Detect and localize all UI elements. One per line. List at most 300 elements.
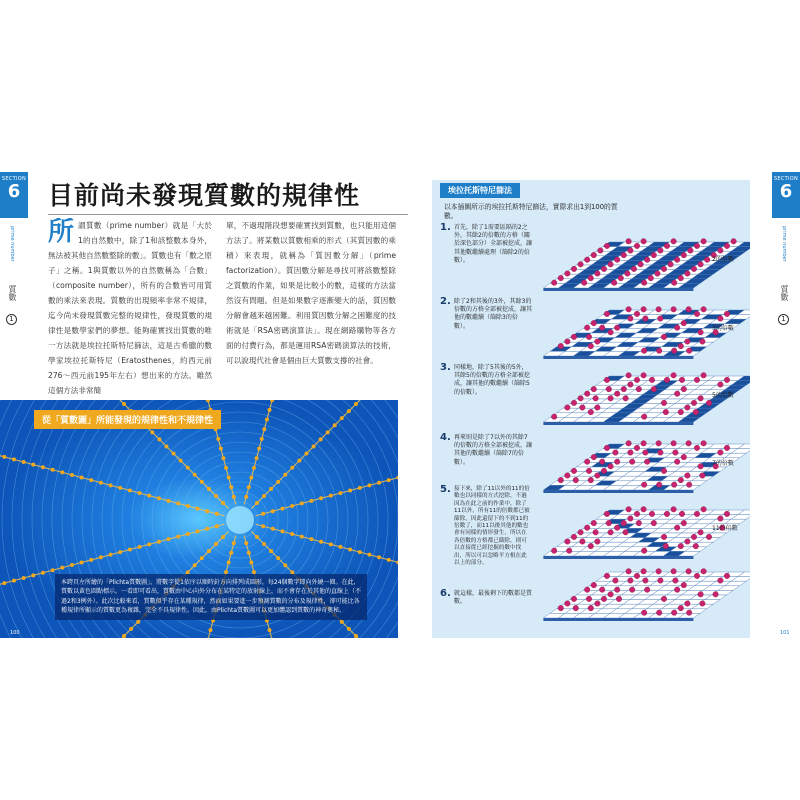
prime-dot (244, 541, 248, 545)
number-sphere (698, 396, 704, 402)
number-sphere (598, 248, 604, 254)
number-sphere (671, 441, 677, 447)
number-sphere (661, 266, 667, 272)
number-sphere (685, 271, 691, 277)
number-sphere (571, 468, 577, 474)
number-sphere (591, 386, 597, 392)
prime-dot (283, 563, 287, 567)
page-number-left: 100 (10, 630, 20, 636)
number-sphere (629, 459, 635, 465)
number-sphere (671, 610, 677, 616)
prime-dot (157, 540, 161, 544)
number-sphere (641, 239, 647, 245)
number-sphere (706, 534, 712, 540)
prime-dot (377, 481, 381, 485)
number-sphere (593, 396, 599, 402)
number-sphere (566, 548, 572, 554)
prime-dot (200, 480, 204, 484)
prime-dot (232, 495, 236, 499)
prime-dot (221, 456, 225, 460)
number-sphere (641, 507, 647, 513)
number-sphere (634, 243, 640, 249)
prime-dot (186, 504, 190, 508)
sieve-step-2: 2. 除了2和其後的3外，其餘3的倍數的方格全部被挖成，讓其他的數繼續（篩除3的倍數）。 (440, 296, 533, 330)
prime-dot (271, 527, 275, 531)
number-sphere (595, 405, 601, 411)
number-sphere (586, 334, 592, 340)
prime-dot (147, 542, 151, 546)
number-sphere (671, 239, 677, 245)
number-sphere (681, 582, 687, 588)
number-sphere (611, 280, 617, 286)
prime-dot (387, 478, 391, 482)
article-column-1 (48, 218, 212, 398)
figure-caption: 本跨頁左所繪的「Plichta質數圖」，將數字從1依序以順時針方向排列成圓形，每24個數字即向外繞一圈。在此，質數以黃色圓點標示。一看即可看出，質數由中心向外分布在某特定的放射線上，而不會存在於其他的直線上（不過2和3例外）。此次比較來看，質數似乎存在某種規律，然而如果要進一步預測質數的分布及規律性，卻可能比各種規律所顯示的質數更為複雜，完全不具規律性。因此，由Plichta質數圖可以更加體認到質數的神奇奧秘。 (55, 574, 367, 620)
prime-dot (122, 402, 126, 406)
prime-dot (319, 540, 323, 544)
prime-dot (333, 423, 337, 427)
prime-dot (41, 571, 45, 575)
number-sphere (604, 573, 610, 579)
prime-dot (215, 512, 219, 516)
number-sphere (578, 396, 584, 402)
prime-dot (186, 466, 190, 470)
number-sphere (604, 377, 610, 383)
number-sphere (724, 377, 730, 383)
prime-dot (51, 568, 55, 572)
number-sphere (634, 445, 640, 451)
number-sphere (601, 596, 607, 602)
prime-dot (229, 551, 233, 555)
number-sphere (731, 239, 737, 245)
sieve-board (543, 307, 750, 360)
prime-dot (89, 558, 93, 562)
number-sphere (693, 543, 699, 549)
number-sphere (671, 482, 677, 488)
number-sphere (618, 275, 624, 281)
number-sphere (621, 520, 627, 526)
number-sphere (641, 348, 647, 354)
number-sphere (698, 262, 704, 268)
number-sphere (658, 578, 664, 584)
number-sphere (614, 525, 620, 531)
prime-dot (118, 486, 122, 490)
number-sphere (565, 539, 571, 545)
number-sphere (686, 348, 692, 354)
prime-dot (281, 529, 285, 533)
number-sphere (698, 330, 704, 336)
prime-dot (358, 550, 362, 554)
number-sphere (674, 257, 680, 263)
number-sphere (678, 477, 684, 483)
dropcap: 所 (48, 218, 75, 247)
number-sphere (628, 450, 634, 456)
prime-dot (290, 532, 294, 536)
prime-dot (227, 561, 231, 565)
number-sphere (649, 377, 655, 383)
number-sphere (578, 262, 584, 268)
prime-dot (219, 447, 223, 451)
number-sphere (565, 601, 571, 607)
number-sphere (626, 307, 632, 313)
number-sphere (604, 243, 610, 249)
number-sphere (586, 468, 592, 474)
number-sphere (586, 596, 592, 602)
number-sphere (701, 441, 707, 447)
number-sphere (634, 311, 640, 317)
prime-dot (257, 447, 261, 451)
section-number: 6 (7, 181, 21, 202)
number-sphere (606, 520, 612, 526)
number-sphere (674, 525, 680, 531)
prime-dot (89, 478, 93, 482)
prime-dot (229, 485, 233, 489)
prime-dot (271, 509, 275, 513)
prime-dot (60, 566, 64, 570)
number-sphere (584, 587, 590, 593)
number-sphere (693, 409, 699, 415)
number-sphere (671, 307, 677, 313)
number-sphere (581, 280, 587, 286)
section-tab-right (772, 172, 800, 218)
number-sphere (671, 507, 677, 513)
number-sphere (558, 605, 564, 611)
number-sphere (674, 459, 680, 465)
prime-dot (195, 507, 199, 511)
number-sphere (593, 530, 599, 536)
number-sphere (718, 248, 724, 254)
number-sphere (641, 482, 647, 488)
number-sphere (656, 569, 662, 575)
number-sphere (608, 464, 614, 470)
number-sphere (661, 534, 667, 540)
number-sphere (701, 307, 707, 313)
number-sphere (641, 548, 647, 554)
number-sphere (649, 511, 655, 517)
figure-title: 從「質數圖」所能發現的規律性和不規律性 (34, 410, 221, 429)
number-sphere (634, 377, 640, 383)
prime-dot (70, 473, 74, 477)
number-sphere (621, 252, 627, 258)
prime-dot (297, 459, 301, 463)
title-rule (48, 214, 408, 215)
prime-dot (179, 459, 183, 463)
number-sphere (643, 578, 649, 584)
number-sphere (551, 548, 557, 554)
prime-dot (329, 542, 333, 546)
prime-dot (262, 542, 266, 546)
prime-dot (269, 487, 273, 491)
prime-dot (312, 444, 316, 448)
number-sphere (591, 454, 597, 460)
prime-dot (216, 437, 220, 441)
number-sphere (681, 454, 687, 460)
prime-dot (51, 468, 55, 472)
number-sphere (655, 271, 661, 277)
prime-dot (128, 488, 132, 492)
number-sphere (628, 382, 634, 388)
prime-dot (41, 465, 45, 469)
number-sphere (694, 311, 700, 317)
number-sphere (663, 543, 669, 549)
number-sphere (613, 578, 619, 584)
number-sphere (700, 601, 706, 607)
number-sphere (685, 473, 691, 479)
prime-dot (2, 581, 6, 585)
number-sphere (685, 539, 691, 545)
number-sphere (661, 596, 667, 602)
number-sphere (614, 459, 620, 465)
prime-dot (118, 550, 122, 554)
section-name-right-text: 質數 (780, 285, 789, 301)
prime-dot (276, 480, 280, 484)
number-sphere (661, 400, 667, 406)
number-sphere (638, 262, 644, 268)
number-sphere (626, 507, 632, 513)
number-sphere (623, 396, 629, 402)
number-sphere (701, 569, 707, 575)
number-sphere (644, 587, 650, 593)
prime-dot (195, 529, 199, 533)
number-sphere (636, 386, 642, 392)
number-sphere (686, 482, 692, 488)
number-sphere (641, 373, 647, 379)
number-sphere (664, 243, 670, 249)
prime-dot (22, 460, 26, 464)
prime-dot (290, 504, 294, 508)
number-sphere (591, 252, 597, 258)
prime-dot (358, 486, 362, 490)
prime-dot (221, 535, 225, 539)
number-sphere (571, 534, 577, 540)
number-sphere (625, 271, 631, 277)
section-name (7, 285, 18, 301)
prime-dot (268, 408, 272, 412)
prime-dot (99, 481, 103, 485)
number-sphere (674, 587, 680, 593)
prime-dot (224, 466, 228, 470)
prime-dot (347, 627, 351, 631)
number-sphere (613, 450, 619, 456)
prime-dot (247, 551, 251, 555)
prime-dot (232, 541, 236, 545)
number-sphere (658, 316, 664, 322)
prime-dot (129, 627, 133, 631)
number-sphere (641, 569, 647, 575)
number-sphere (724, 573, 730, 579)
sieve-board (543, 507, 750, 560)
number-sphere (724, 243, 730, 249)
number-sphere (686, 610, 692, 616)
number-sphere (694, 377, 700, 383)
number-sphere (588, 543, 594, 549)
number-sphere (701, 239, 707, 245)
number-sphere (571, 400, 577, 406)
number-sphere (573, 477, 579, 483)
number-sphere (599, 587, 605, 593)
number-sphere (691, 400, 697, 406)
number-sphere (588, 605, 594, 611)
number-sphere (558, 477, 564, 483)
prime-dot (172, 452, 176, 456)
prime-dot (80, 560, 84, 564)
number-sphere (614, 257, 620, 263)
prime-dot (31, 463, 35, 467)
prime-dot (247, 485, 251, 489)
number-sphere (601, 468, 607, 474)
number-sphere (718, 450, 724, 456)
sieve-board-edge (543, 356, 693, 359)
number-sphere (595, 473, 601, 479)
number-sphere (614, 325, 620, 331)
prime-dot (304, 452, 308, 456)
number-sphere (724, 511, 730, 517)
number-sphere (681, 320, 687, 326)
number-sphere (656, 307, 662, 313)
article-col1-text: 謂質數（prime number）就是「大於1的自然數中，除了1和該整數本身外，無法被其他自然數整除的數」。質數也有「數之原子」之稱。1與質數以外的自然數稱為「合數」（composite number），所有的合數皆可用質數的乘法來表現。質數的出現頻率非常不規律，迄今尚未發現質數完整的規律性，發現質數的規律性是數學家們的夢想。能夠確實找出質數的唯一方法就是埃拉托斯特尼篩法，這是古希臘的數學家埃拉托斯特尼（Eratosthenes，約西元前276～西元前195年左右）想出來的方法。雖然這個方法非常簡 (48, 221, 212, 395)
prime-dot (214, 542, 218, 546)
prime-dot (283, 473, 287, 477)
section-name-right (779, 285, 790, 301)
number-sphere (641, 414, 647, 420)
multiple-label-5: 5的倍數 (712, 392, 734, 399)
prime-dot (176, 535, 180, 539)
prime-dot (80, 476, 84, 480)
number-sphere (588, 477, 594, 483)
number-sphere (616, 596, 622, 602)
sieve-title: 埃拉托斯特尼篩法 (440, 183, 520, 198)
prime-dot (387, 558, 391, 562)
page-title: 目前尚未發現質數的規律性 (48, 181, 361, 210)
number-sphere (694, 573, 700, 579)
number-sphere (551, 414, 557, 420)
number-sphere (673, 450, 679, 456)
number-sphere (584, 325, 590, 331)
number-sphere (681, 520, 687, 526)
section-tab-left (0, 172, 28, 218)
prime-dot (340, 416, 344, 420)
number-sphere (678, 605, 684, 611)
number-sphere (584, 459, 590, 465)
prime-dot (60, 470, 64, 474)
number-sphere (634, 511, 640, 517)
prime-dot (326, 430, 330, 434)
prime-dot (99, 555, 103, 559)
number-sphere (681, 252, 687, 258)
article-column-2 (226, 218, 396, 398)
prime-dot (319, 496, 323, 500)
number-sphere (656, 482, 662, 488)
sieve-board-edge (543, 556, 693, 559)
sieve-board (543, 569, 750, 622)
number-sphere (591, 520, 597, 526)
number-sphere (614, 587, 620, 593)
number-sphere (678, 275, 684, 281)
prime-dot (205, 527, 209, 531)
number-sphere (700, 339, 706, 345)
prime-dot (176, 501, 180, 505)
prime-dot (261, 524, 265, 528)
prime-dot (329, 494, 333, 498)
prime-dot (348, 548, 352, 552)
prime-dot (109, 483, 113, 487)
number-sphere (629, 587, 635, 593)
prime-dot (255, 535, 259, 539)
prime-dot (367, 553, 371, 557)
number-sphere (706, 400, 712, 406)
prime-dot (12, 579, 16, 583)
section-label-right: SECTION (773, 176, 799, 182)
prime-dot (300, 501, 304, 505)
number-sphere (626, 239, 632, 245)
number-sphere (595, 271, 601, 277)
number-sphere (658, 450, 664, 456)
prime-dot (309, 499, 313, 503)
number-sphere (691, 266, 697, 272)
prime-dot (186, 532, 190, 536)
number-sphere (648, 275, 654, 281)
section-topic: prime number (9, 226, 15, 262)
prime-dot (128, 548, 132, 552)
prime-dot (354, 402, 358, 406)
prime-dot (221, 501, 225, 505)
number-sphere (691, 534, 697, 540)
number-sphere (608, 530, 614, 536)
number-sphere (604, 311, 610, 317)
number-sphere (599, 325, 605, 331)
prime-dot (147, 494, 151, 498)
section-name-text: 質數 (8, 285, 17, 301)
number-sphere (628, 248, 634, 254)
number-sphere (608, 330, 614, 336)
number-sphere (679, 377, 685, 383)
prime-dot (252, 466, 256, 470)
prime-dot (249, 475, 253, 479)
number-sphere (658, 248, 664, 254)
number-sphere (718, 516, 724, 522)
number-sphere (606, 386, 612, 392)
number-sphere (685, 601, 691, 607)
prime-dot (276, 556, 280, 560)
number-sphere (698, 464, 704, 470)
section-number-right: 6 (779, 181, 793, 202)
sieve-step-5: 5. 接下來，除了11以外的11的倍數也以同樣的方式挖除，不過因為在此之前的作業中，除了11以外，所有11的倍數都已被篩除，因此還留下的不到11的倍數了，而11以後其他的數也會有同樣的情形發生，所以在各倍數的方格都已篩除，則可以直接從已經挖掘的數中找出，所以可以忽略平方根在此以上的部分。 (440, 484, 530, 567)
prime-dot (340, 620, 344, 624)
article-col2-text: 單，不過現階段想要確實找到質數，也只能用這個方法了。將某數以質數相乘的形式（其質因數的乘積）來表現，就稱為「質因數分解」（prime factorization）。質因數分解是尋找可將該數整除之質數的作業，如果是比較小的數，這樣的方法當然沒有問題。但是如果數字逐漸變大的話，質因數分解會越來越困難。利用質因數分解之困難度的技術就是「RSA密碼演算法」。現在網路購物等各方面的付費行為，都是運用RSA密碼演算法的技術，可以說現代社會是個由巨大質數支撐的社會。 (226, 221, 396, 365)
number-sphere (558, 343, 564, 349)
prime-dot (2, 455, 6, 459)
number-sphere (580, 405, 586, 411)
prime-dot (193, 473, 197, 477)
prime-dot (281, 507, 285, 511)
number-sphere (580, 539, 586, 545)
number-sphere (626, 373, 632, 379)
number-sphere (608, 262, 614, 268)
prime-dot (255, 501, 259, 505)
number-sphere (565, 271, 571, 277)
number-sphere (631, 266, 637, 272)
number-sphere (694, 243, 700, 249)
number-sphere (681, 386, 687, 392)
prime-dot (367, 483, 371, 487)
number-sphere (641, 280, 647, 286)
number-sphere (686, 569, 692, 575)
prime-dot (347, 409, 351, 413)
prime-dot (214, 494, 218, 498)
prime-dot (354, 634, 358, 638)
number-sphere (588, 275, 594, 281)
number-sphere (644, 459, 650, 465)
